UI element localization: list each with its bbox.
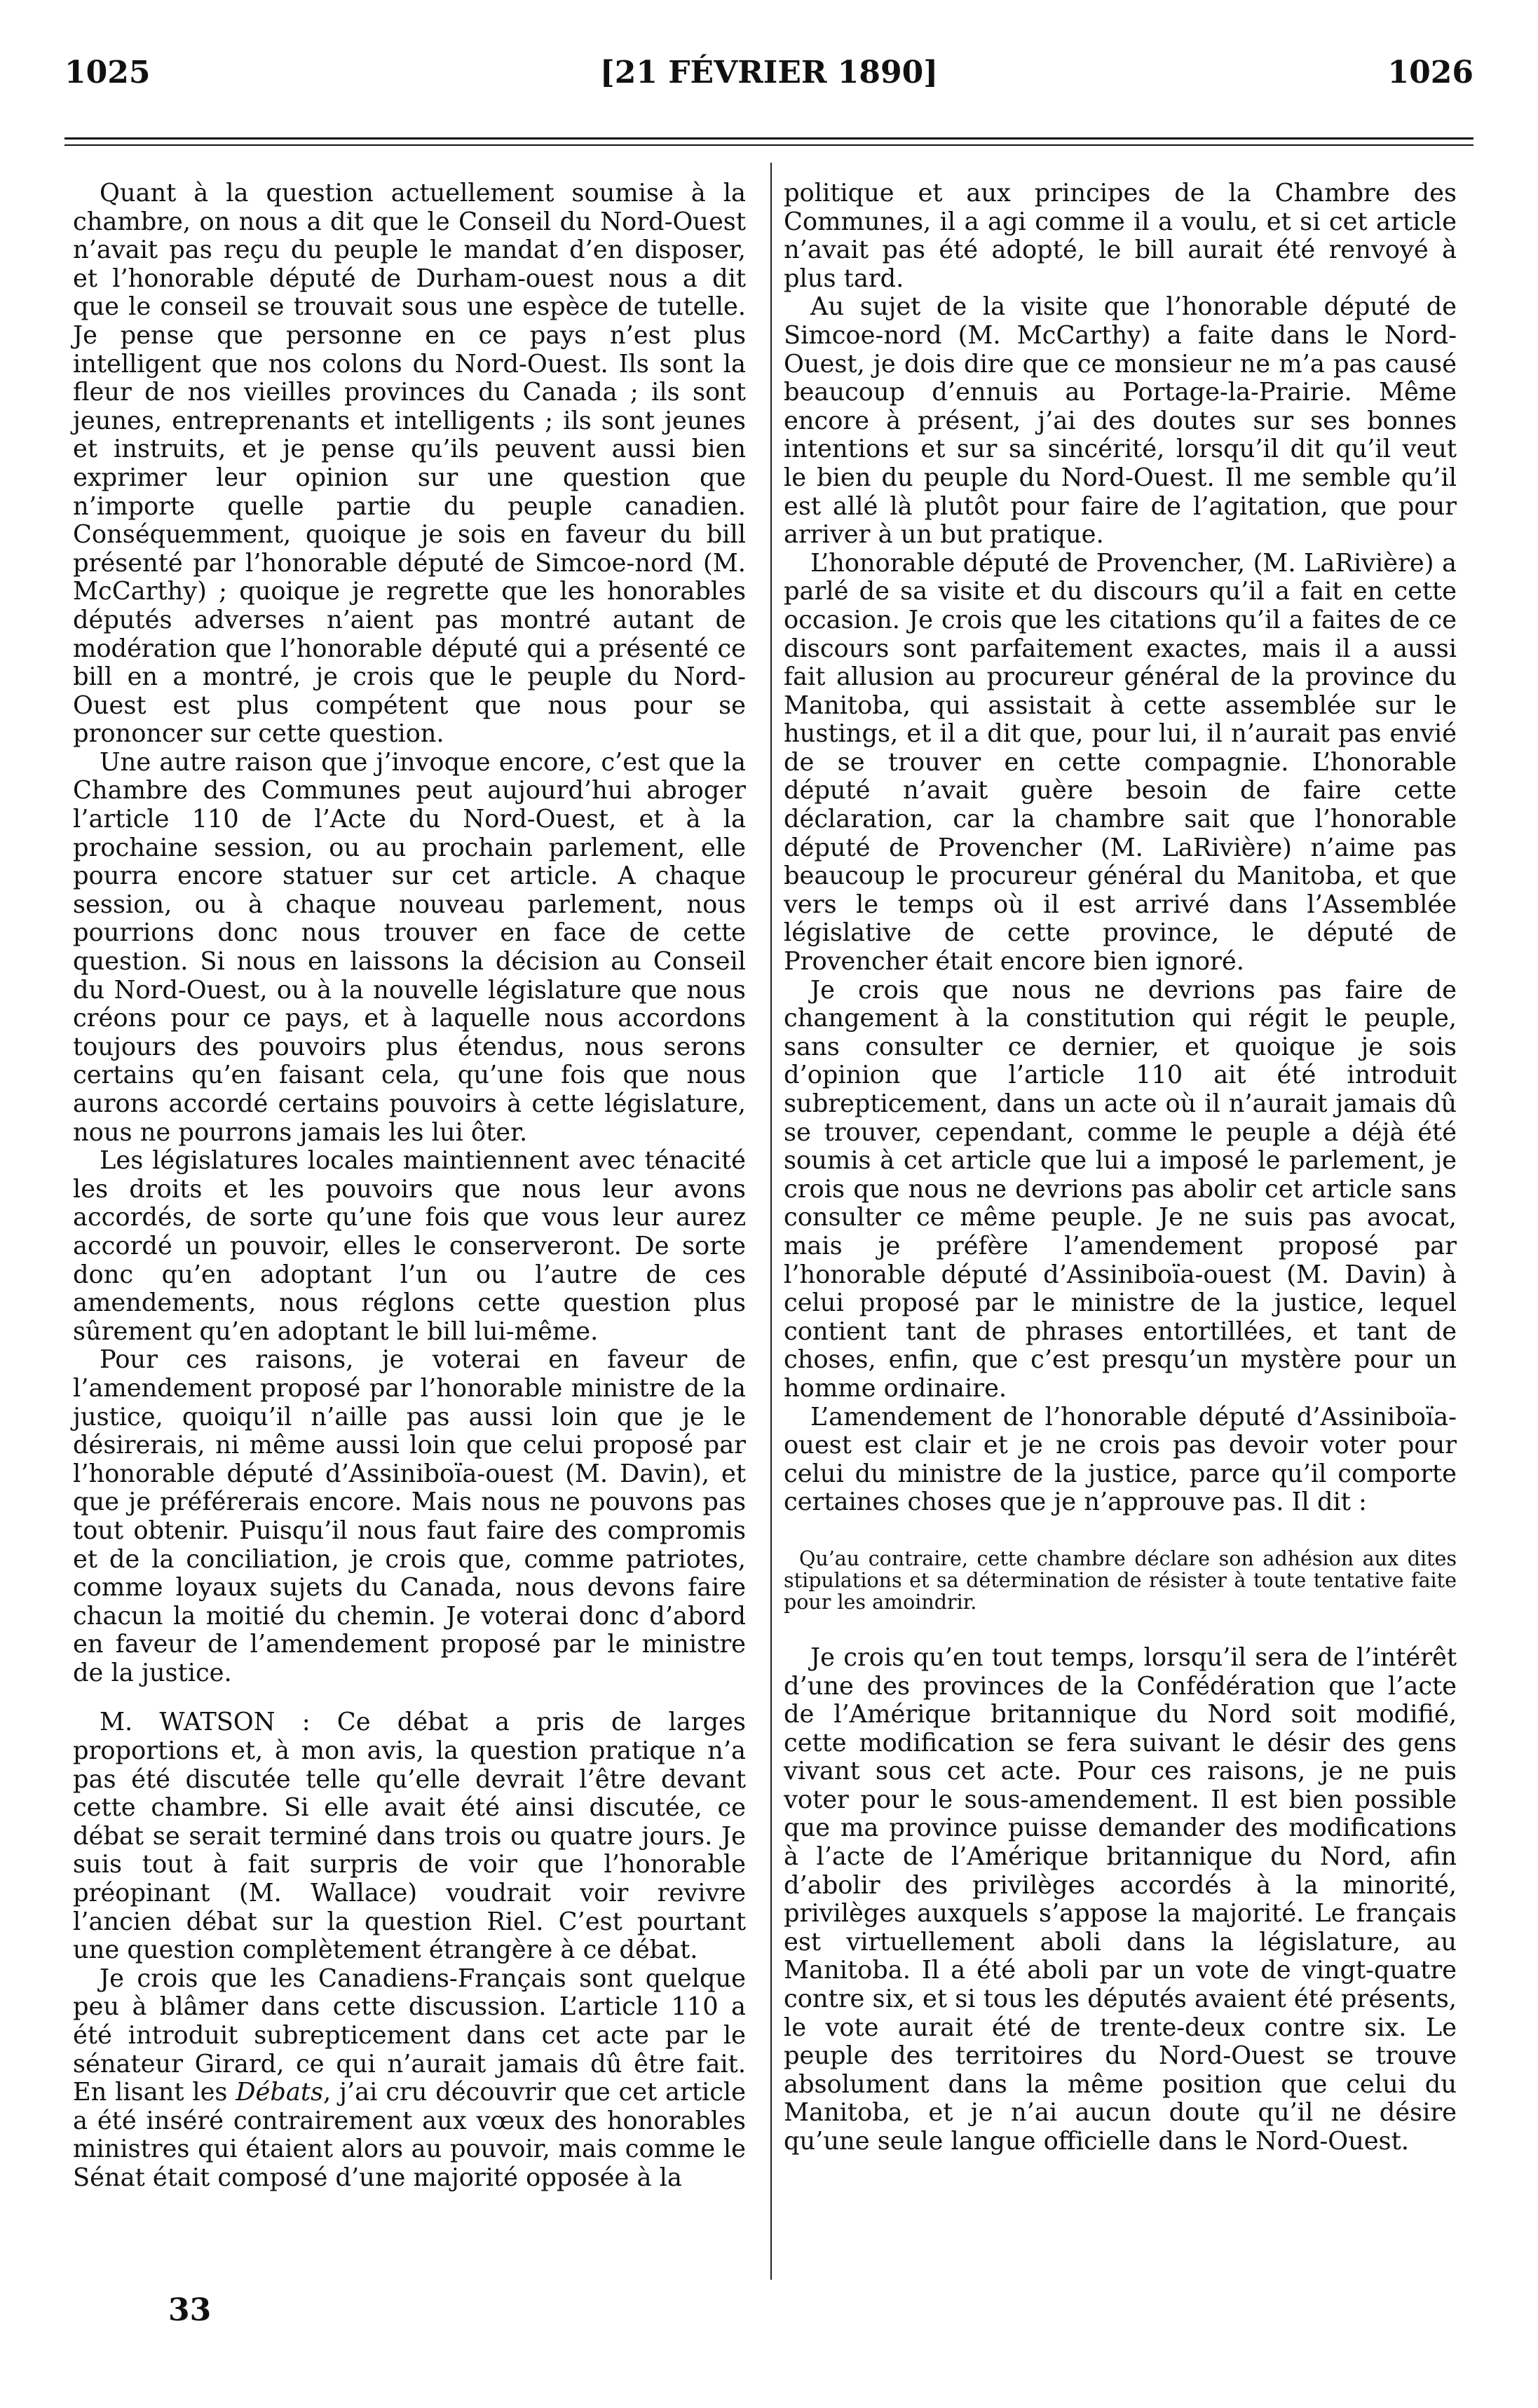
text-run: Je crois que les Canadiens-Français sont quelque peu à blâmer dans cette discussion. L’article 110 a été introduit subrepticement dans cet acte par le sénateur Girard, ce qui n’aurait jamais dû être fait. En lisant les (73, 1964, 746, 2107)
paragraph: Pour ces raisons, je voterai en faveur de l’amendement proposé par l’honorable ministre de la justice, quoiqu’il n’aille pas aussi loin que je le désirerais, ni même aussi loin que celui proposé par l’honorable député d’Assiniboïa-ouest (M. Davin), et que je préférerais encore. Mais nous ne pouvons pas tout obtenir. Puisqu’il nous faut faire des compromis et de la conciliation, je crois que, comme patriotes, comme loyaux sujets du Canada, nous devons faire chacun la moitié du chemin. Je voterai donc d’abord en faveur de l’amendement proposé par le ministre de la justice. (73, 1345, 746, 1687)
speaker-paragraph (73, 1708, 746, 1964)
text-run: , j’ai cru découvrir que cet article a été inséré contrairement aux vœux des honorables ministres qui étaient alors au pouvoir, mais comme le Sénat était composé d’une majorité opposée à la (73, 2078, 746, 2192)
column-divider (770, 163, 772, 2280)
paragraph: Les législatures locales maintiennent avec ténacité les droits et les pouvoirs que nous leur avons accordés, de sorte qu’une fois que vous leur aurez accordé un pouvoir, elles le conserveront. De sorte donc qu’en adoptant l’un ou l’autre de ces amendements, nous réglons cette question plus sûrement qu’en adoptant le bill lui-même. (73, 1146, 746, 1346)
right-column (784, 179, 1457, 2156)
header-rule-bottom (64, 144, 1474, 146)
paragraph: Je crois que nous ne devrions pas faire de changement à la constitution qui régit le peuple, sans consulter ce dernier, et quoique je sois d’opinion que l’article 110 ait été introduit subrepticement, dans un acte où il n’aurait jamais dû se trouver, cependant, comme le peuple a déjà été soumis à cet article que lui a imposé le parlement, je crois que nous ne devrions pas abolir cet article sans consulter ce même peuple. Je ne suis pas avocat, mais je préfère l’amendement proposé par l’honorable député d’Assiniboïa-ouest (M. Davin) à celui proposé par le ministre de la justice, lequel contient tant de phrases entortillées, et tant de choses, enfin, que c’est presqu’un mystère pour un homme ordinaire. (784, 975, 1457, 1403)
signature-mark: 33 (168, 2292, 212, 2328)
quoted-amendment: Qu’au contraire, cette chambre déclare son adhésion aux dites stipulations et sa détermination de résister à toute tentative faite pour les amoindrir. (784, 1546, 1457, 1614)
paragraph (73, 1965, 746, 2193)
header-rule-top (64, 137, 1474, 140)
page-number-right: 1026 (1387, 55, 1474, 90)
page-header (64, 50, 1474, 107)
session-date: [21 FÉVRIER 1890] (599, 55, 939, 90)
paragraph: L’honorable député de Provencher, (M. LaRivière) a parlé de sa visite et du discours qu’il a fait en cette occasion. Je crois que les citations qu’il a faites de ce discours sont parfaitement exactes, mais il a aussi fait allusion au procureur général de la province du Manitoba, qui assistait à cette assemblée sur le hustings, et il a dit que, pour lui, il n’aurait pas envié de se trouver en cette compagnie. L’honorable député n’avait guère besoin de faire cette déclaration, car la chambre sait que l’honorable député de Provencher (M. LaRivière) n’aime pas beaucoup le procureur général du Manitoba, et que vers le temps où il est arrivé dans l’Assemblée législative de cette province, le député de Provencher était encore bien ignoré. (784, 548, 1457, 977)
speaker-name: M. WATSON : (100, 1708, 311, 1737)
page-number-left: 1025 (64, 55, 151, 90)
left-column (73, 179, 746, 2193)
paragraph-continued: politique et aux principes de la Chambre des Communes, il a agi comme il a voulu, et si cet article n’avait pas été adopté, le bill aurait été renvoyé à plus tard. (784, 179, 1457, 293)
paragraph: Quant à la question actuellement soumise à la chambre, on nous a dit que le Conseil du Nord-Ouest n’avait pas reçu du peuple le mandat d’en disposer, et l’honorable député de Durham-ouest nous a dit que le conseil se trouvait sous une espèce de tutelle. Je pense que personne en ce pays n’est plus intelligent que nos colons du Nord-Ouest. Ils sont la fleur de nos vieilles provinces du Canada ; ils sont jeunes, entreprenants et intelligents ; ils sont jeunes et instruits, et je pense qu’ils peuvent aussi bien exprimer leur opinion sur une question que n’importe quelle partie du peuple canadien. Conséquemment, quoique je sois en faveur du bill présenté par l’honorable député de Simcoe-nord (M. McCarthy) ; quoique je regrette que les honorables députés adverses n’aient pas montré autant de modération que l’honorable député qui a présenté ce bill en a montré, je crois que le peuple du Nord-Ouest est plus compétent que nous pour se prononcer sur cette question. (73, 179, 746, 749)
paragraph: Au sujet de la visite que l’honorable député de Simcoe-nord (M. McCarthy) a faite dans le Nord-Ouest, je dois dire que ce monsieur ne m’a pas causé beaucoup d’ennuis au Portage-la-Prairie. Même encore à présent, j’ai des doutes sur ses bonnes intentions et sur sa sincérité, lorsqu’il dit qu’il veut le bien du peuple du Nord-Ouest. Il me semble qu’il est allé là plutôt pour faire de l’agitation, que pour arriver à un but pratique. (784, 292, 1457, 550)
italic-title: Débats (236, 2078, 324, 2107)
paragraph: Je crois qu’en tout temps, lorsqu’il sera de l’intérêt d’une des provinces de la Confédération que l’acte de l’Amérique britannique du Nord soit modifié, cette modification se fera suivant le désir des gens vivant sous cet acte. Pour ces raisons, je ne puis voter pour le sous-amendement. Il est bien possible que ma province puisse demander des modifications à l’acte de l’Amérique britannique du Nord, afin d’abolir des privilèges accordés à la minorité, privilèges auxquels s’appose la majorité. Le français est virtuellement aboli dans la législature, au Manitoba. Il a été aboli par un vote de vingt-quatre contre six, et si tous les députés avaient été présents, le vote aurait été de trente-deux contre six. Le peuple des territoires du Nord-Ouest se trouve absolument dans la même position que celui du Manitoba, et je n’ai aucun doute qu’il ne désire qu’une seule langue officielle dans le Nord-Ouest. (784, 1642, 1457, 2156)
speech-text: Ce débat a pris de larges proportions et, à mon avis, la question pratique n’a pas été discutée telle qu’elle devrait l’être devant cette chambre. Si elle avait été ainsi discutée, ce débat se serait terminé dans trois ou quatre jours. Je suis tout à fait surpris de voir que l’honorable préopinant (M. Wallace) voudrait voir revivre l’ancien débat sur la question Riel. C’est pourtant une question complètement étrangère à ce débat. (73, 1708, 746, 1965)
paragraph: Une autre raison que j’invoque encore, c’est que la Chambre des Communes peut aujourd’hui abroger l’article 110 de l’Acte du Nord-Ouest, et à la prochaine session, ou au prochain parlement, elle pourra encore statuer sur cet article. A chaque session, ou à chaque nouveau parlement, nous pourrions donc nous trouver en face de cette question. Si nous en laissons la décision au Conseil du Nord-Ouest, ou à la nouvelle législature que nous créons pour ce pays, et à laquelle nous accordons toujours des pouvoirs plus étendus, nous serons certains qu’en faisant cela, qu’une fois que nous aurons accordé certains pouvoirs à cette législature, nous ne pourrons jamais les lui ôter. (73, 747, 746, 1147)
paragraph: L’amendement de l’honorable député d’Assiniboïa-ouest est clair et je ne crois pas devoir voter pour celui du ministre de la justice, parce qu’il comporte certaines choses que je n’approuve pas. Il dit : (784, 1402, 1457, 1517)
